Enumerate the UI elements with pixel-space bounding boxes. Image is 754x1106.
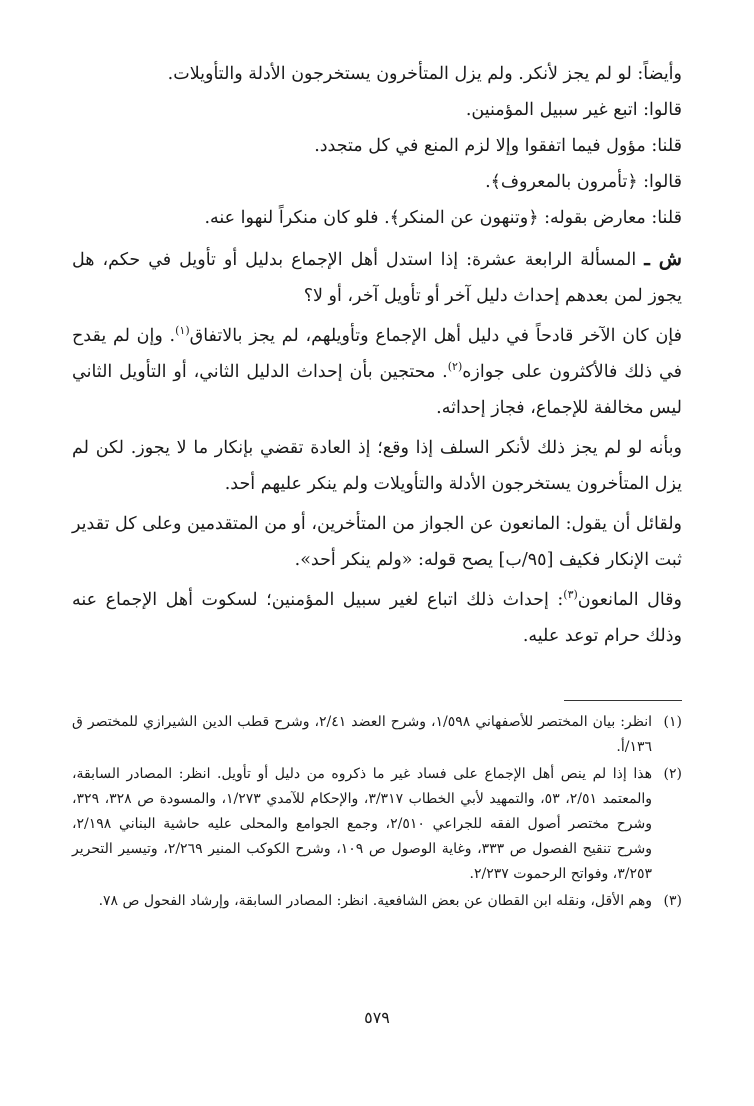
footnote-text: وهم الأقل، ونقله ابن القطان عن بعض الشافعية. انظر: المصادر السابقة، وإرشاد الفحول ص ٧٨.	[98, 893, 652, 909]
text-line: قلنا: معارض بقوله: ﴿وتنهون عن المنكر﴾. فلو كان منكراً لنهوا عنه.	[204, 208, 682, 228]
issue-heading	[72, 241, 682, 314]
paragraph-4	[72, 582, 682, 654]
footnote	[72, 889, 682, 914]
footnotes	[72, 710, 682, 916]
footnote-ref[interactable]: (١)	[175, 324, 190, 338]
issue-mark: ش ـ	[644, 248, 682, 270]
paragraph-text: : إحداث ذلك اتباع لغير سبيل المؤمنين؛ لسكوت أهل الإجماع عنه وذلك حرام توعد عليه.	[72, 590, 682, 646]
page-number: ٥٧٩	[364, 1008, 390, 1027]
opening-block	[72, 56, 682, 236]
paragraph-3: ولقائل أن يقول: المانعون عن الجواز من المتأخرين، أو من المتقدمين وعلى كل تقدير ثبت الإنكار فكيف [٩٥/ب] يصح قوله: «ولم ينكر أحد».	[72, 514, 682, 570]
footnote-number: (٢)	[663, 766, 682, 782]
paragraph-text: . وإن لم يقدح في ذلك فالأكثرون على جوازه	[72, 326, 682, 382]
text-line: قلنا: مؤول فيما اتفقوا وإلا لزم المنع في كل متجدد.	[314, 136, 682, 156]
main-text	[72, 56, 682, 654]
footnote-text: هذا إذا لم ينص أهل الإجماع على فساد غير ما ذكروه من دليل أو تأويل. انظر: المصادر السابقة، والمعتمد ٢/٥١، ٥٣، والتمهيد لأبي الخطاب ٣/٣١٧، والإحكام للآمدي ١/٢٧٣، والمسودة ص ٣٢٨، ٣٢٩، وشرح مختصر أصول الفقه للجراعي ٢/٥١٠، وجمع الجوامع والمحلى عليه حاشية البناني ٢/١٩٨، وشرح تنقيح الفصول ص ٣٣٣، وغاية الوصول ص ١٠٩، وشرح الكوكب المنير ٢/٢٦٩، وتيسير التحرير ٣/٢٥٣، وفواتح الرحموت ٢/٢٣٧.	[72, 766, 653, 882]
paragraph-text: وقال المانعون	[577, 590, 682, 610]
paragraph-1	[72, 318, 682, 426]
footnote-number: (١)	[663, 714, 682, 730]
paragraph-text: . محتجين بأن إحداث الدليل الثاني، أو التأويل الثاني ليس مخالفة للإجماع، فجاز إحداثه.	[72, 362, 682, 418]
book-page	[72, 56, 682, 1106]
issue-text: المسألة الرابعة عشرة: إذا استدل أهل الإجماع بدليل أو تأويل في حكم، هل يجوز لمن بعدهم إحداث دليل آخر أو تأويل آخر، أو لا؟	[72, 250, 682, 306]
footnote-ref[interactable]: (٢)	[447, 360, 463, 374]
paragraph-text: فإن كان الآخر قادحاً في دليل أهل الإجماع وتأويلهم، لم يجز بالاتفاق	[189, 326, 682, 346]
paragraph-2: وبأنه لو لم يجز ذلك لأنكر السلف إذا وقع؛ إذ العادة تقضي بإنكار ما لا يجوز. لكن لم يزل المتأخرون يستخرجون الأدلة والتأويلات ولم ينكر عليهم أحد.	[72, 438, 682, 494]
footnote-text: انظر: بيان المختصر للأصفهاني ١/٥٩٨، وشرح العضد ٢/٤١، وشرح قطب الدين الشيرازي للمختصر ق ١٣٦/أ.	[72, 714, 652, 755]
text-line: قالوا: ﴿تأمرون بالمعروف﴾.	[485, 172, 682, 192]
footnote-ref[interactable]: (٣)	[563, 588, 578, 602]
footnote-divider	[564, 700, 682, 701]
footnote-number: (٣)	[663, 893, 682, 909]
text-line: قالوا: اتبع غير سبيل المؤمنين.	[465, 100, 682, 120]
footnote	[72, 710, 682, 760]
footnote	[72, 762, 682, 887]
text-line: وأيضاً: لو لم يجز لأنكر. ولم يزل المتأخرون يستخرجون الأدلة والتأويلات.	[167, 64, 682, 84]
